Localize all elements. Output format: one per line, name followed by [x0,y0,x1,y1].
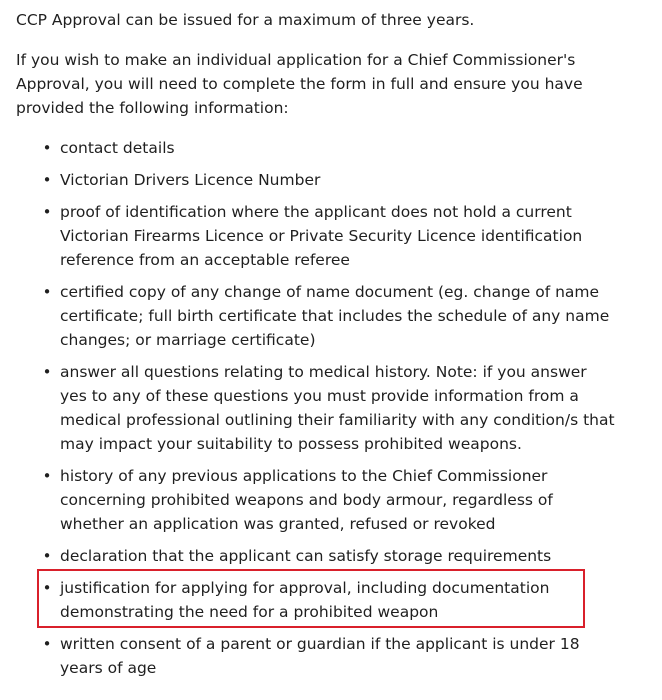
list-item-text: justification for applying for approval, including documentation demonstrating the need for a prohibited weapon [60,579,550,621]
instructions-paragraph: If you wish to make an individual application for a Chief Commissioner's Approval, you will need to complete the form in full and ensure you have provided the following information: [16,51,583,117]
list-item [16,136,616,160]
bullet-icon: • [42,203,52,221]
list-item-text: certified copy of any change of name document (eg. change of name certificate; full birth certificate that includes the schedule of any name changes; or marriage certificate) [60,283,610,349]
list-item [16,544,616,568]
list-item-text: written consent of a parent or guardian if the applicant is under 18 years of age [60,635,580,677]
list-item-highlighted [16,576,616,624]
bullet-icon: • [42,547,52,565]
intro-paragraph: CCP Approval can be issued for a maximum of three years. [16,11,475,29]
list-item [16,360,616,456]
list-item [16,168,616,192]
list-item-text: Victorian Drivers Licence Number [60,171,321,189]
list-item-text: answer all questions relating to medical history. Note: if you answer yes to any of these questions you must provide information from a medical professional outlining their familiarity with any condition/s that may impact your suitability to possess prohibited weapons. [60,363,615,453]
bullet-icon: • [42,283,52,301]
document-body [16,8,616,688]
bullet-icon: • [42,363,52,381]
bullet-icon: • [42,579,52,597]
list-item [16,200,616,272]
bullet-icon: • [42,467,52,485]
list-item-text: contact details [60,139,175,157]
list-item-text: declaration that the applicant can satisfy storage requirements [60,547,552,565]
bullet-icon: • [42,171,52,189]
list-item-text: proof of identification where the applicant does not hold a current Victorian Firearms Licence or Private Security Licence identification reference from an acceptable referee [60,203,583,269]
list-item-text: history of any previous applications to the Chief Commissioner concerning prohibited weapons and body armour, regardless of whether an application was granted, refused or revoked [60,467,553,533]
list-item [16,632,616,680]
list-item [16,464,616,536]
list-item [16,280,616,352]
requirements-list [16,136,616,680]
bullet-icon: • [42,139,52,157]
bullet-icon: • [42,635,52,653]
